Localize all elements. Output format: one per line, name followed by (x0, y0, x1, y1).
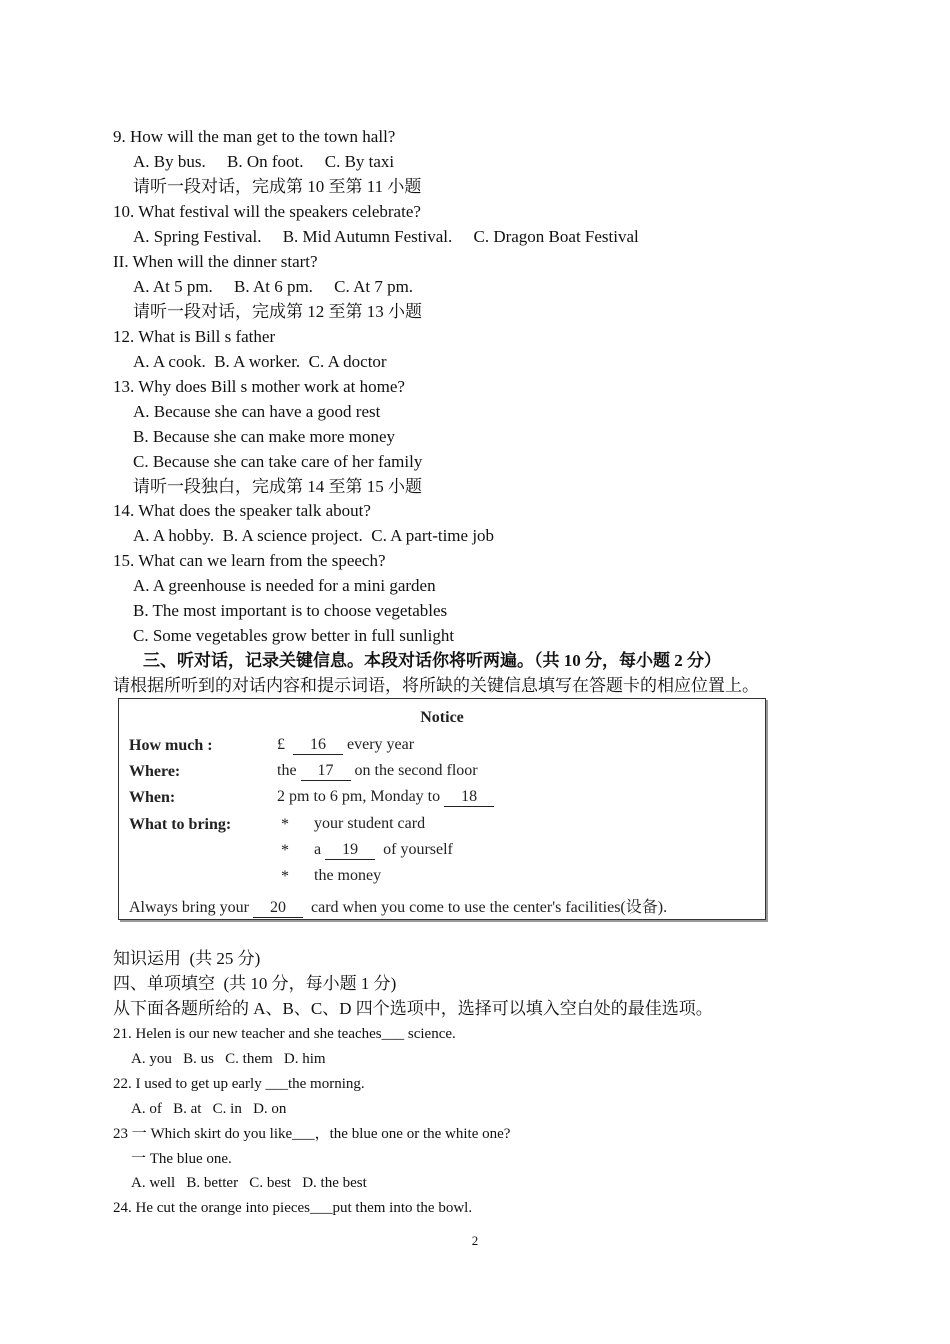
question-22: 22. I used to get up early ___the morning. (113, 1076, 365, 1092)
question-14: 14. What does the speaker talk about? (113, 501, 371, 520)
question-13-option-c: C. Because she can take care of her family (133, 452, 423, 471)
question-9: 9. How will the man get to the town hall? (113, 127, 396, 146)
instruction-10-11: 请听一段对话，完成第 10 至第 11 小题 (133, 177, 422, 196)
question-23: 23 一 Which skirt do you like___，the blue one or the white one? (113, 1126, 511, 1142)
section-3-instruction: 请根据所听到的对话内容和提示词语，将所缺的关键信息填写在答题卡的相应位置上。 (113, 676, 759, 695)
how-much-row (277, 736, 414, 755)
part-4-instruction: 从下面各题所给的 A、B、C、D 四个选项中，选择可以填入空白处的最佳选项。 (113, 999, 713, 1018)
notice-title: Notice (420, 709, 464, 726)
page-number: 2 (471, 1233, 479, 1248)
notice-box (118, 698, 766, 920)
how-much-label: How much : (129, 737, 213, 754)
question-15-option-c: C. Some vegetables grow better in full sunlight (133, 626, 455, 645)
question-11: II. When will the dinner start? (113, 252, 318, 271)
question-15: 15. What can we learn from the speech? (113, 551, 386, 570)
question-10: 10. What festival will the speakers celebrate? (113, 202, 421, 221)
question-9-options: A. By bus. B. On foot. C. By taxi (133, 152, 395, 171)
blank-19: 19 (325, 841, 375, 860)
bring-bullet-2: * (281, 842, 289, 859)
question-12: 12. What is Bill s father (113, 327, 276, 346)
bring-item-1: your student card (314, 815, 426, 832)
question-23-answer-line: 一 The blue one. (131, 1151, 232, 1167)
always-tail: card when you come to use the center's facilities(设备). (310, 899, 668, 916)
question-15-option-a: A. A greenhouse is needed for a mini garden (133, 576, 436, 595)
part-4-heading: 四、单项填空 (共 10 分，每小题 1 分) (113, 974, 397, 993)
question-13-option-b: B. Because she can make more money (133, 427, 395, 446)
question-23-options: A. well B. better C. best D. the best (131, 1175, 367, 1191)
question-10-options: A. Spring Festival. B. Mid Autumn Festival. C. Dragon Boat Festival (133, 227, 639, 246)
where-row (277, 762, 478, 781)
blank-16: 16 (293, 736, 343, 755)
knowledge-title: 知识运用 (共 25 分) (113, 949, 261, 968)
bring-bullet-3: * (281, 868, 289, 885)
section-3-heading: 三、听对话，记录关键信息。本段对话你将听两遍。（共 10 分，每小题 2 分） (143, 651, 721, 670)
bring-label: What to bring: (129, 816, 232, 833)
bring-item-2-tail: of yourself (383, 841, 453, 858)
question-11-options: A. At 5 pm. B. At 6 pm. C. At 7 pm. (133, 277, 414, 296)
instruction-12-13: 请听一段对话，完成第 12 至第 13 小题 (133, 302, 422, 321)
bring-item-3: the money (314, 867, 382, 884)
when-label: When: (129, 789, 176, 806)
question-21: 21. Helen is our new teacher and she teaches___ science. (113, 1026, 456, 1042)
question-13-option-a: A. Because she can have a good rest (133, 402, 381, 421)
where-prefix: the (277, 762, 297, 779)
when-prefix: 2 pm to 6 pm, Monday to (277, 788, 441, 805)
question-24: 24. He cut the orange into pieces___put them into the bowl. (113, 1200, 473, 1216)
blank-18: 18 (444, 788, 494, 807)
how-much-tail: every year (347, 736, 415, 753)
question-13: 13. Why does Bill s mother work at home? (113, 377, 405, 396)
bring-bullet-1: * (281, 816, 289, 833)
pound-sign: £ (277, 736, 285, 753)
instruction-14-15: 请听一段独白，完成第 14 至第 15 小题 (133, 477, 422, 496)
always-prefix: Always bring your (129, 899, 249, 916)
question-12-options: A. A cook. B. A worker. C. A doctor (133, 352, 387, 371)
bring-item-2-prefix: a (314, 841, 322, 858)
when-row (277, 788, 494, 807)
blank-20: 20 (253, 899, 303, 918)
where-tail: on the second floor (354, 762, 478, 779)
always-row (129, 894, 667, 918)
question-15-option-b: B. The most important is to choose vegetables (133, 601, 448, 620)
bring-item-2 (314, 841, 453, 860)
question-22-options: A. of B. at C. in D. on (131, 1101, 287, 1117)
question-14-options: A. A hobby. B. A science project. C. A part-time job (133, 526, 495, 545)
where-label: Where: (129, 763, 181, 780)
question-21-options: A. you B. us C. them D. him (131, 1051, 326, 1067)
blank-17: 17 (301, 762, 351, 781)
